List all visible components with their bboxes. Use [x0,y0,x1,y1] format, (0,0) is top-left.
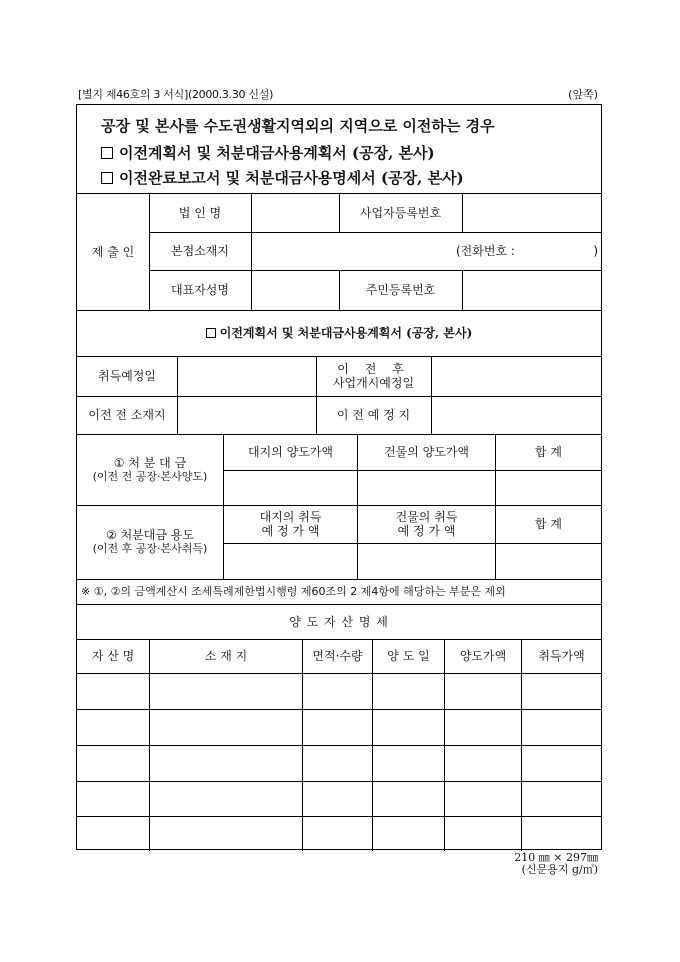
calculation-note: ※ ①, ②의 금액계산시 조세특례제한법시행령 제60조의 2 제4항에 해당하는 부분은 제외 [81,584,506,598]
usage-label-line1: ② 처분대금 용도 [106,528,194,542]
hq-address-label: 본점소재지 [171,244,229,258]
bldg-acq-line2: 예 정 가 액 [397,524,456,538]
plan-section-label: 이전계획서 및 처분대금사용계획서 (공장, 본사) [219,326,473,340]
checkbox-plan[interactable] [101,147,113,159]
checkbox-plan-section[interactable] [206,328,216,338]
start-date-field[interactable] [432,356,601,396]
option-completion[interactable] [101,167,464,188]
planned-location-field[interactable] [432,396,601,434]
biz-no-label: 사업자등록번호 [359,205,442,220]
phone-close: ) [593,244,598,258]
acq-date-label: 취득예정일 [98,369,156,383]
land-transfer-header: 대지의 양도가액 [248,445,333,459]
col-acq-price: 취득가액 [538,649,585,663]
land-acq-line1: 대지의 취득 [259,510,322,524]
phone-label: (전화번호 : [456,244,515,258]
form-title: 공장 및 본사를 수도권생활지역외의 지역으로 이전하는 경우 [101,117,495,135]
usage-total-header: 합 계 [535,517,562,531]
col-transfer-price: 양도가액 [459,649,507,663]
prev-location-field[interactable] [178,396,316,434]
corp-name-label: 법 인 명 [178,205,222,220]
land-acq-line2: 예 정 가 액 [261,524,320,538]
land-acq-field[interactable] [224,544,357,579]
rep-name-label: 대표자성명 [171,283,229,297]
land-acq-header [224,505,357,543]
option-completion-label: 이전완료보고서 및 처분대금사용명세서 (공장, 본사) [119,169,464,187]
rep-name-field[interactable] [252,270,339,310]
start-date-label-line2: 사업개시예정일 [332,376,415,390]
asset-row-1[interactable] [77,674,601,709]
paper-type: (신문용지 g/㎡) [521,863,598,876]
bldg-acq-line1: 건물의 취득 [395,510,458,524]
resident-no-label: 주민등록번호 [365,283,436,297]
start-date-label [316,356,431,396]
proceeds-label-line1: ① 처 분 대 금 [113,455,187,470]
bldg-acq-field[interactable] [358,544,495,579]
start-date-label-line1: 이 전 후 [337,362,410,376]
checkbox-completion[interactable] [101,172,113,184]
form-frame [76,104,602,850]
corp-name-field[interactable] [252,193,339,232]
bldg-transfer-field[interactable] [358,471,495,505]
proceeds-label-line2: (이전 전 공장·본사양도) [92,469,208,483]
bldg-transfer-header: 건물의 양도가액 [384,445,469,459]
asset-row-2[interactable] [77,710,601,745]
proceeds-total-header: 합 계 [535,445,562,459]
submitter-label: 제 출 인 [91,244,135,259]
option-plan-label: 이전계획서 및 처분대금사용계획서 (공장, 본사) [119,144,435,162]
usage-label [77,505,223,579]
asset-row-3[interactable] [77,746,601,781]
col-transfer-date: 양 도 일 [387,649,430,663]
page-side-label: (앞쪽) [568,88,598,101]
asset-table-title: 양 도 자 산 명 세 [289,614,389,629]
proceeds-total-field[interactable] [496,471,601,505]
usage-label-line2: (이전 후 공장·본사취득) [92,542,208,555]
option-plan[interactable] [101,142,435,163]
prev-location-label: 이전 전 소재지 [88,408,166,422]
hq-address-field[interactable] [252,232,601,270]
paper-spec [514,852,598,876]
acq-date-field[interactable] [178,356,316,396]
proceeds-label [77,434,223,505]
col-location: 소 재 지 [204,649,248,663]
col-asset-name: 자 산 명 [91,649,135,663]
form-number: [별지 제46호의 3 서식](2000.3.30 신설) [78,88,274,101]
col-area-qty: 면적·수량 [312,649,363,663]
asset-row-5[interactable] [77,817,601,850]
paper-size: 210 ㎜ × 297㎜ [514,851,598,864]
land-transfer-field[interactable] [224,471,357,505]
bldg-acq-header [358,505,495,543]
usage-total-field[interactable] [496,544,601,579]
biz-no-field[interactable] [463,193,601,232]
resident-no-field[interactable] [463,270,601,310]
asset-row-4[interactable] [77,782,601,816]
plan-section-title [77,310,601,356]
planned-location-label: 이 전 예 정 지 [336,408,411,422]
